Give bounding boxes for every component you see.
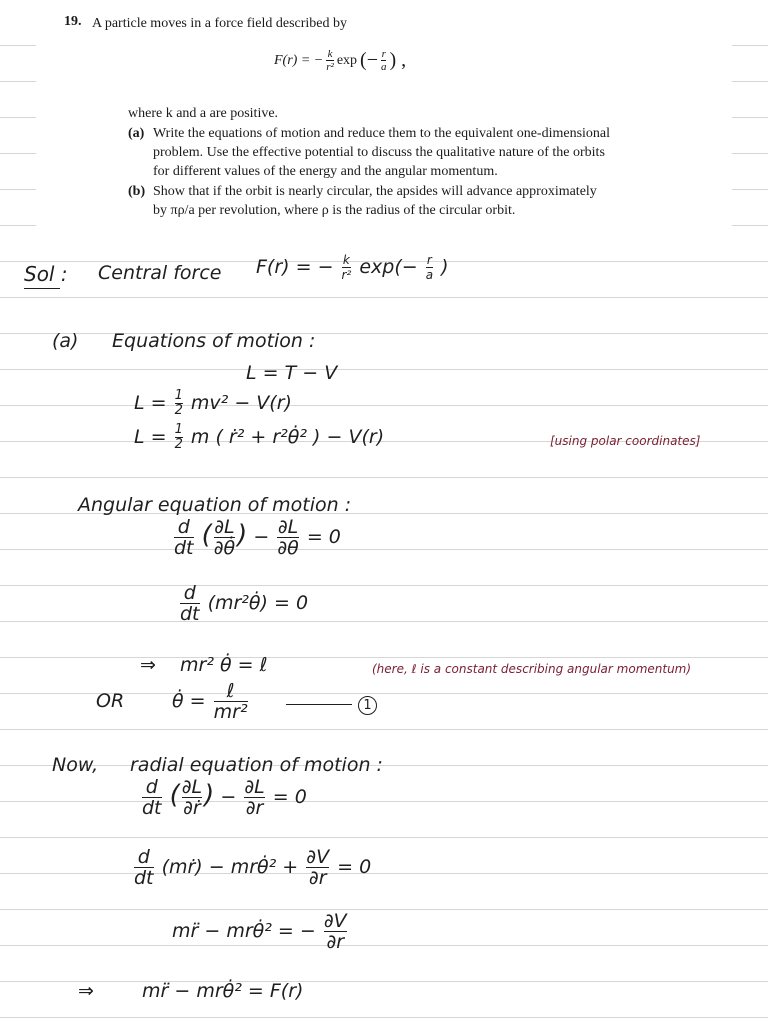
radial-eq2	[132, 848, 371, 887]
force-inner-frac	[426, 254, 433, 281]
lagrangian-eq2	[134, 424, 384, 451]
angular-eq2-rhs: (mr²θ̇) = 0	[207, 592, 309, 614]
problem-where: where k and a are positive.	[128, 106, 279, 121]
part-a-line2: problem. Use the effective potential to discuss the qualitative nature of the orbits	[153, 145, 605, 160]
thetadot-eq	[172, 682, 250, 721]
formula-frac-num: k	[327, 48, 333, 60]
lag1-rhs: mv² − V(r)	[190, 392, 292, 414]
force-expression	[256, 254, 449, 281]
force-exp: exp(−	[359, 256, 424, 278]
dV-num: ∂V	[306, 846, 330, 868]
dr-den-2: ∂r	[308, 867, 327, 889]
half-den: 2	[174, 403, 183, 418]
radial-eq1: $\frac{d}{dt}$ ( $\frac{\partial L}{\text{∂ṙ}}$ ) − $\frac{\partial L}{\partial r}$ = 0	[142, 776, 307, 819]
lag2-rhs: m ( ṙ² + r²θ̇² ) − V(r)	[190, 426, 385, 448]
d-dt-frac-2	[180, 584, 200, 623]
dV-dr-frac-2	[324, 912, 347, 951]
ell-mr2-frac	[214, 682, 248, 721]
radial-eq2-zero: = 0	[337, 856, 372, 878]
d-num-4: d	[137, 846, 150, 868]
angular-momentum-note: (here, ℓ is a constant describing angular momentum)	[372, 662, 692, 676]
dt-den-4: dt	[134, 867, 154, 889]
d-num-3: d	[145, 776, 158, 798]
implies-arrow-1: ⇒	[140, 654, 156, 676]
polar-coordinates-note: [using polar coordinates]	[550, 434, 701, 448]
dt-den-2: dt	[180, 603, 200, 625]
lag1-lhs: L =	[134, 392, 173, 414]
formula-lhs: F(r) = −	[274, 52, 324, 68]
part-b-line1: Show that if the orbit is nearly circular, the apsides will advance approximately	[153, 184, 597, 199]
part-b-label: (b)	[128, 184, 146, 199]
part-a-line3: for different values of the energy and the angular momentum.	[153, 164, 498, 179]
radial-eq4: mr̈ − mrθ̇² = F(r)	[142, 980, 304, 1002]
dtheta-den: ∂θ	[277, 537, 299, 559]
part-b-line2: by πρ/a per revolution, where ρ is the radius of the circular orbit.	[153, 203, 516, 218]
force-a: a	[425, 268, 434, 282]
formula-inner-num: r	[381, 48, 386, 60]
force-r: r	[426, 253, 432, 267]
dthetadot-den: ∂θ̇	[213, 537, 236, 559]
radial-eq2-mid: (mṙ) − mrθ̇² +	[161, 856, 305, 878]
dL-num: ∂L	[214, 516, 235, 538]
formula-inner-den: a	[380, 61, 387, 73]
dr-den: ∂r	[245, 797, 264, 819]
problem-formula	[274, 48, 406, 73]
formula-frac-den: r²	[326, 61, 334, 73]
sol-label: Sol :	[24, 262, 68, 286]
part-a-line1: Write the equations of motion and reduce them to the equivalent one-dimensional	[153, 126, 611, 141]
dL-num-2: ∂L	[277, 516, 299, 538]
now-label: Now,	[52, 754, 99, 776]
force-expr-lhs: F(r) = −	[256, 256, 340, 278]
force-k: k	[342, 253, 350, 267]
angular-eq3: mr² θ̇ = ℓ	[180, 654, 268, 676]
formula-close: ) ,	[389, 49, 407, 71]
angular-eq1: $\frac{d}{dt}$ ( $\frac{\partial L}{\partial\thetȧ}$ ) − $\frac{\partial L}{\partial\theta}$ = 0	[174, 516, 341, 559]
part-a-marker: (a)	[52, 330, 79, 352]
radial-eq3	[172, 912, 349, 951]
dr-den-3: ∂r	[326, 931, 345, 953]
central-force-label: Central force	[98, 262, 222, 284]
mr2-den: mr²	[213, 701, 248, 723]
lagrangian-definition: L = T − V	[246, 362, 338, 384]
thetadot-lhs: θ̇ =	[172, 690, 212, 712]
half-num: 1	[174, 388, 183, 403]
equation-number-1	[358, 692, 377, 715]
radial-eq1-zero: = 0	[272, 786, 307, 808]
lagrangian-eq1	[134, 390, 292, 417]
d-dt-frac-4	[134, 848, 154, 887]
half-frac	[175, 390, 183, 417]
half-den-2: 2	[174, 437, 183, 452]
dL-dr-frac	[244, 778, 264, 817]
angular-eq2	[178, 584, 308, 623]
formula-inner-frac	[381, 48, 387, 73]
d-num: d	[177, 516, 190, 538]
ell-num: ℓ	[226, 680, 235, 702]
radial-heading: radial equation of motion :	[130, 754, 383, 776]
half-frac-2	[175, 424, 183, 451]
lag2-lhs: L =	[134, 426, 173, 448]
circled-number: 1	[358, 696, 377, 715]
formula-frac	[326, 48, 334, 73]
force-close: )	[441, 256, 449, 278]
dL-dthetadot-frac	[214, 518, 235, 557]
dt-den-3: dt	[142, 797, 162, 819]
dL-num-4: ∂L	[244, 776, 265, 798]
eom-heading: Equations of motion :	[112, 330, 316, 352]
angular-eq1-zero: = 0	[306, 526, 341, 548]
part-a-label: (a)	[128, 126, 145, 141]
implies-arrow-2: ⇒	[78, 980, 94, 1002]
d-dt-frac	[174, 518, 194, 557]
d-num-2: d	[183, 582, 196, 604]
dL-dtheta-frac	[277, 518, 298, 557]
force-r2: r²	[341, 268, 352, 282]
dV-num-2: ∂V	[323, 910, 347, 932]
angular-heading: Angular equation of motion :	[78, 494, 352, 516]
sol-underline	[24, 288, 60, 289]
problem-statement: A particle moves in a force field described by	[92, 16, 348, 31]
d-dt-frac-3	[142, 778, 162, 817]
dV-dr-frac	[306, 848, 329, 887]
half-num-2: 1	[174, 422, 183, 437]
formula-exp: exp	[336, 52, 358, 68]
drdot-den: ∂ṙ	[183, 797, 201, 819]
or-label: OR	[96, 690, 125, 712]
equation-leader-line	[286, 704, 352, 705]
dt-den: dt	[174, 537, 194, 559]
radial-eq3-lhs: mr̈ − mrθ̇² = −	[172, 920, 322, 942]
formula-paren: (−	[360, 49, 378, 71]
force-frac	[342, 254, 352, 281]
dL-num-3: ∂L	[181, 776, 203, 798]
dL-drdot-frac	[182, 778, 202, 817]
problem-number: 19.	[64, 14, 82, 29]
